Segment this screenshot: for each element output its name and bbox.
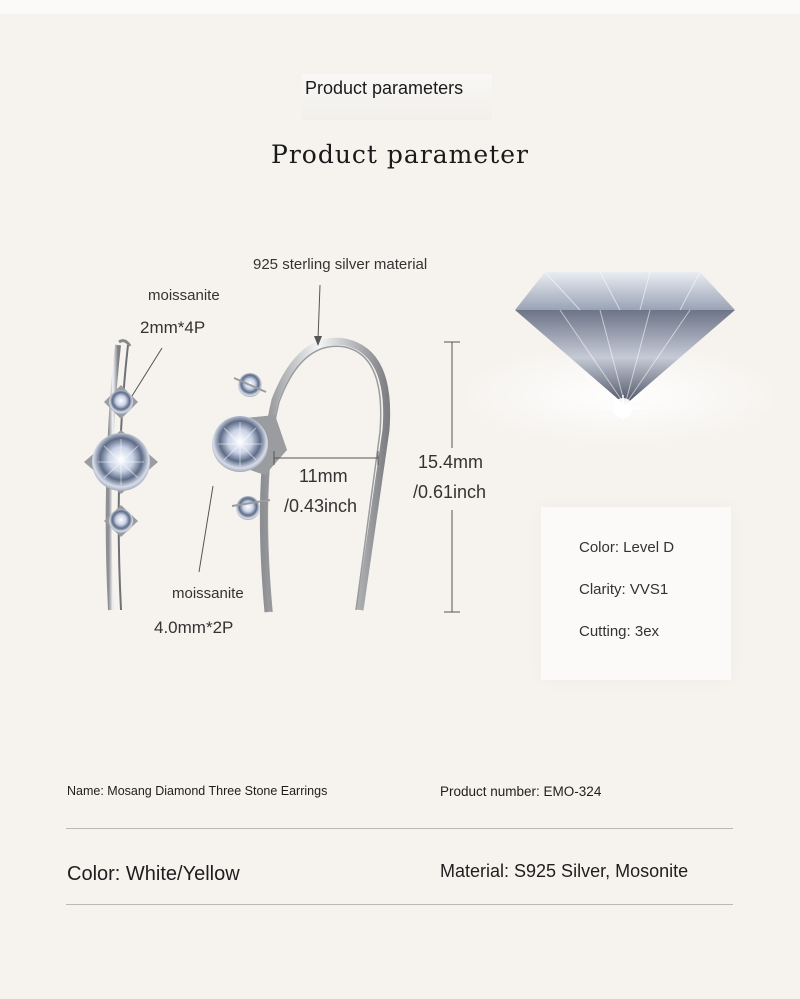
diamond-specs-card <box>541 507 731 680</box>
moissanite-large-label: moissanite <box>172 585 244 602</box>
info-material: Material: S925 Silver, Mosonite <box>440 861 689 881</box>
divider <box>66 904 733 905</box>
info-color: Color: White/Yellow <box>67 863 240 885</box>
divider <box>66 828 733 829</box>
spec-color: Color: Level D <box>579 539 675 556</box>
spec-cutting: Cutting: 3ex <box>579 623 660 640</box>
spec-clarity: Clarity: VVS1 <box>579 581 669 598</box>
page-title: Product parameter <box>271 140 529 169</box>
width-mm: 11mm <box>299 466 348 486</box>
diamond-image <box>460 272 780 445</box>
info-name: Name: Mosang Diamond Three Stone Earrings <box>67 784 328 798</box>
height-mm: 15.4mm <box>418 452 484 472</box>
material-label: 925 sterling silver material <box>253 256 428 273</box>
center-stone <box>84 430 158 494</box>
side-stone-center <box>212 415 287 475</box>
moissanite-small-label: moissanite <box>148 287 220 304</box>
info-product-number: Product number: EMO-324 <box>440 784 602 799</box>
moissanite-large-size: 4.0mm*2P <box>154 618 234 637</box>
width-inch: /0.43inch <box>284 496 358 516</box>
side-stone-top <box>234 373 266 397</box>
leader-large-stone <box>199 486 213 572</box>
moissanite-small-size: 2mm*4P <box>140 318 206 337</box>
leader-small-stone <box>132 348 162 396</box>
earring-front-view <box>84 341 158 610</box>
height-inch: /0.61inch <box>413 482 487 502</box>
leader-material <box>318 285 320 340</box>
section-header-title: Product parameters <box>305 78 464 98</box>
